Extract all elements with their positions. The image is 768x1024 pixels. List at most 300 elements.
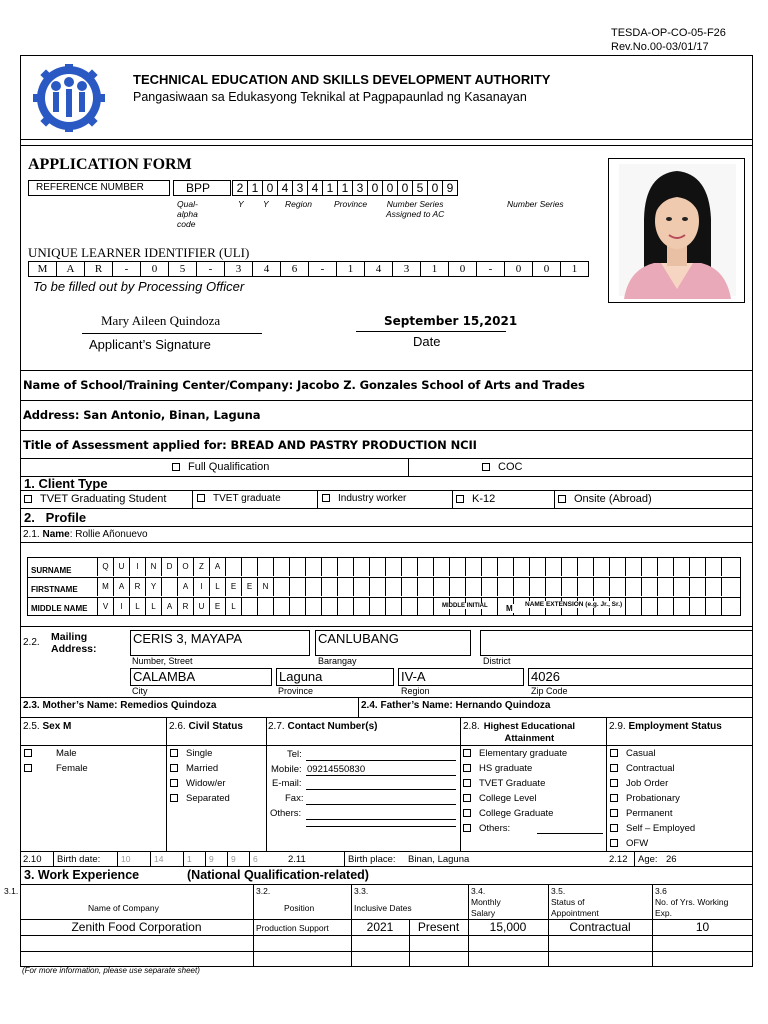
middlename-cell: L xyxy=(145,598,161,616)
education-option[interactable] xyxy=(463,823,567,838)
agency-name: TECHNICAL EDUCATION AND SKILLS DEVELOPMENT AUTHORITY xyxy=(133,72,551,87)
sex-option-label: Female xyxy=(56,763,88,774)
employment-option-label: Contractual xyxy=(626,763,675,774)
firstname-cell xyxy=(305,578,321,596)
firstname-cell xyxy=(673,578,689,596)
checkbox-icon[interactable] xyxy=(463,824,471,832)
education-option[interactable] xyxy=(463,793,567,808)
uli-character-cell: M xyxy=(28,261,57,277)
surname-cell xyxy=(481,558,497,576)
surname-cell xyxy=(673,558,689,576)
zip-field[interactable]: 4026 xyxy=(528,668,753,686)
employment-option-label: OFW xyxy=(626,838,649,849)
work-col-num-2: 3.2. xyxy=(256,886,271,896)
uli-character-cell: 1 xyxy=(420,261,449,277)
middlename-cell xyxy=(353,598,369,616)
reference-digit-cell: 9 xyxy=(442,180,458,196)
firstname-cell xyxy=(593,578,609,596)
barangay-field[interactable]: CANLUBANG xyxy=(315,630,471,656)
middlename-cell: L xyxy=(129,598,145,616)
checkbox-icon[interactable] xyxy=(24,764,32,772)
reference-digit-cell: 0 xyxy=(382,180,398,196)
profile-name-line: 2.1. Name: Rollie Añonuevo xyxy=(23,529,148,540)
firstname-cell: E xyxy=(225,578,241,596)
education-option[interactable] xyxy=(463,808,567,823)
reference-digit-cell: 5 xyxy=(412,180,428,196)
firstname-cell xyxy=(385,578,401,596)
middlename-cell xyxy=(641,598,657,616)
uli-character-cell: R xyxy=(84,261,113,277)
firstname-cell: E xyxy=(241,578,257,596)
employment-option-label: Permanent xyxy=(626,808,673,819)
reference-digit-cell: 1 xyxy=(337,180,353,196)
employment-option[interactable] xyxy=(610,778,695,793)
work-col-num-6: 3.6 xyxy=(655,886,667,896)
checkbox-icon[interactable] xyxy=(610,839,618,847)
surname-label: SURNAME xyxy=(31,566,72,575)
mother-name: 2.3. Mother’s Name: Remedios Quindoza xyxy=(23,700,217,711)
surname-cells xyxy=(97,558,737,576)
surname-cell: Q xyxy=(97,558,113,576)
surname-cell xyxy=(369,558,385,576)
uli-character-cell: 4 xyxy=(364,261,393,277)
father-name: 2.4. Father’s Name: Hernando Quindoza xyxy=(361,700,551,711)
firstname-cell: N xyxy=(257,578,273,596)
age-num: 2.12 xyxy=(609,854,628,865)
middlename-cell: E xyxy=(209,598,225,616)
employment-option[interactable] xyxy=(610,808,695,823)
surname-cell xyxy=(289,558,305,576)
middlename-cell xyxy=(241,598,257,616)
civil-option[interactable] xyxy=(170,763,230,778)
surname-cell xyxy=(241,558,257,576)
reference-digit-cell: 0 xyxy=(427,180,443,196)
firstname-cell xyxy=(321,578,337,596)
firstname-cell xyxy=(433,578,449,596)
checkbox-icon[interactable] xyxy=(322,494,330,502)
middlename-cell xyxy=(657,598,673,616)
middlename-cell xyxy=(625,598,641,616)
doc-code: TESDA-OP-CO-05-F26 xyxy=(611,27,726,39)
education-option-label: HS graduate xyxy=(479,763,533,774)
birth-place-label: Birth place: xyxy=(348,854,396,865)
firstname-cell xyxy=(641,578,657,596)
work-row-years: 10 xyxy=(695,920,710,934)
uli-character-cell: - xyxy=(476,261,505,277)
employment-title: 2.9. Employment Status xyxy=(609,721,722,732)
firstname-cell xyxy=(337,578,353,596)
surname-cell xyxy=(353,558,369,576)
birth-date-cell: 9 xyxy=(227,851,249,866)
education-option-label: Elementary graduate xyxy=(479,748,568,759)
work-header-position: Position xyxy=(284,903,315,913)
civil-option-label: Single xyxy=(186,748,213,759)
firstname-cell xyxy=(449,578,465,596)
checkbox-icon[interactable] xyxy=(463,809,471,817)
work-experience-title: 3. Work Experience xyxy=(24,868,140,882)
firstname-cell xyxy=(721,578,737,596)
surname-cell xyxy=(529,558,545,576)
region-label: Region xyxy=(401,686,430,696)
age-value: 26 xyxy=(666,854,677,865)
firstname-cell xyxy=(625,578,641,596)
middlename-cell: L xyxy=(225,598,241,616)
checkbox-icon[interactable] xyxy=(24,495,32,503)
client-option-k12[interactable]: K-12 xyxy=(456,493,495,505)
applicant-signature-name: Mary Aileen Quindoza xyxy=(101,313,221,328)
employment-option[interactable] xyxy=(610,823,695,838)
uli-character-cell: 6 xyxy=(280,261,309,277)
work-col-num-5: 3.5. xyxy=(551,886,566,896)
birth-place-value: Binan, Laguna xyxy=(408,854,470,865)
civil-status-options xyxy=(170,748,230,808)
uli-character-cell: - xyxy=(112,261,141,277)
work-experience-subtitle: (National Qualification-related) xyxy=(187,868,369,882)
applicant-photo xyxy=(608,158,745,303)
uli-note: To be filled out by Processing Officer xyxy=(33,279,245,294)
firstname-cell: A xyxy=(177,578,193,596)
employment-option[interactable] xyxy=(610,748,695,763)
surname-cell xyxy=(433,558,449,576)
client-option-tvet-graduating[interactable]: TVET Graduating Student xyxy=(24,493,166,505)
barangay-label: Barangay xyxy=(318,656,357,666)
client-option-onsite-abroad[interactable]: Onsite (Abroad) xyxy=(558,493,652,505)
firstname-cell: M xyxy=(97,578,113,596)
work-row-date-to: Present xyxy=(417,920,460,934)
surname-cell: N xyxy=(145,558,161,576)
uli-character-cell: 4 xyxy=(252,261,281,277)
mobile-label: Mobile: xyxy=(271,764,302,775)
surname-cell: O xyxy=(177,558,193,576)
province-field[interactable]: Laguna xyxy=(276,668,394,686)
firstname-cell xyxy=(561,578,577,596)
reference-digit-cell: 1 xyxy=(322,180,338,196)
city-label: City xyxy=(132,686,148,696)
sex-options xyxy=(24,748,88,778)
work-header-dates: Inclusive Dates xyxy=(354,903,412,913)
checkbox-icon[interactable] xyxy=(558,495,566,503)
reference-digit-cell: 1 xyxy=(247,180,263,196)
work-header-salary: Monthly Salary xyxy=(471,897,501,918)
work-header-company: Name of Company xyxy=(88,903,159,913)
street-field[interactable]: CERIS 3, MAYAPA xyxy=(130,630,310,656)
checkbox-icon[interactable] xyxy=(24,749,32,757)
civil-option-label: Widow/er xyxy=(186,778,226,789)
work-header-status: Status of Appointment xyxy=(551,897,599,918)
firstname-cell xyxy=(513,578,529,596)
uli-characters xyxy=(29,261,589,277)
option-coc[interactable]: COC xyxy=(482,461,522,473)
region-field[interactable]: IV-A xyxy=(398,668,524,686)
middlename-cell xyxy=(673,598,689,616)
sex-option-label: Male xyxy=(56,748,77,759)
education-option-label: College Graduate xyxy=(479,808,554,819)
work-row-salary: 15,000 xyxy=(489,920,527,934)
employment-option-label: Self – Employed xyxy=(626,823,696,834)
birth-date-cell: 9 xyxy=(205,851,227,866)
firstname-cell: I xyxy=(193,578,209,596)
work-row-position: Production Support xyxy=(256,923,329,933)
surname-cell xyxy=(497,558,513,576)
client-option-tvet-graduate[interactable]: TVET graduate xyxy=(197,493,281,504)
checkbox-icon[interactable] xyxy=(610,809,618,817)
date-value: September 15,2021 xyxy=(384,314,518,328)
middlename-cell xyxy=(401,598,417,616)
birth-date-cell: 10 xyxy=(117,851,150,866)
reference-label-box xyxy=(28,180,170,196)
surname-cell: I xyxy=(129,558,145,576)
middlename-cells xyxy=(97,598,737,616)
middlename-cell xyxy=(417,598,433,616)
zip-label: Zip Code xyxy=(531,686,568,696)
middlename-cell xyxy=(385,598,401,616)
mailing-num: 2.2. xyxy=(23,637,40,648)
firstname-cell xyxy=(465,578,481,596)
uli-character-cell: 3 xyxy=(392,261,421,277)
ref-sub-series2: Number Series xyxy=(507,199,564,209)
fax-label: Fax: xyxy=(285,793,304,804)
checkbox-icon[interactable] xyxy=(610,749,618,757)
checkbox-icon[interactable] xyxy=(610,824,618,832)
surname-cell xyxy=(321,558,337,576)
uli-character-cell: 0 xyxy=(140,261,169,277)
surname-cell: A xyxy=(209,558,225,576)
employment-option-label: Casual xyxy=(626,748,656,759)
employment-option[interactable] xyxy=(610,793,695,808)
birth-date-cell: 1 xyxy=(183,851,205,866)
middlename-cell xyxy=(305,598,321,616)
education-options xyxy=(463,748,567,838)
education-title: 2.8. Highest Educational Attainment xyxy=(463,721,576,744)
middlename-cell xyxy=(689,598,705,616)
district-label: District xyxy=(483,656,511,666)
uli-character-cell: 0 xyxy=(532,261,561,277)
uli-character-cell: 1 xyxy=(336,261,365,277)
middlename-cell: I xyxy=(113,598,129,616)
checkbox-icon[interactable] xyxy=(170,764,178,772)
surname-cell xyxy=(577,558,593,576)
middlename-cell xyxy=(705,598,721,616)
firstname-cell xyxy=(417,578,433,596)
firstname-cell xyxy=(609,578,625,596)
checkbox-icon[interactable] xyxy=(463,779,471,787)
work-col-num-4: 3.4. xyxy=(471,886,486,896)
middlename-cell xyxy=(721,598,737,616)
firstname-cell xyxy=(481,578,497,596)
firstname-cell xyxy=(161,578,177,596)
checkbox-icon[interactable] xyxy=(172,463,180,471)
surname-cell xyxy=(401,558,417,576)
surname-cell xyxy=(625,558,641,576)
reference-label: REFERENCE NUMBER xyxy=(36,182,144,193)
reference-digit-cell: 3 xyxy=(352,180,368,196)
firstname-cell xyxy=(577,578,593,596)
uli-character-cell: - xyxy=(308,261,337,277)
birth-date-cell: 14 xyxy=(150,851,183,866)
surname-cell xyxy=(561,558,577,576)
ref-sub-y2: Y xyxy=(263,199,269,209)
surname-cell xyxy=(449,558,465,576)
middlename-cell: A xyxy=(161,598,177,616)
ref-sub-series: Number Series Assigned to AC xyxy=(386,199,445,219)
others-label: Others: xyxy=(270,808,302,819)
education-option-label: TVET Graduate xyxy=(479,778,546,789)
middle-initial-value: M xyxy=(506,604,513,613)
birth-date-label: Birth date: xyxy=(57,854,101,865)
sex-option[interactable] xyxy=(24,748,88,763)
checkbox-icon[interactable] xyxy=(170,779,178,787)
reference-digit-cell: 4 xyxy=(307,180,323,196)
applicant-signature-label: Applicant’s Signature xyxy=(89,337,211,352)
birth-date-cell: 6 xyxy=(249,851,271,866)
middlename-cell xyxy=(321,598,337,616)
ref-sub-region: Region xyxy=(285,199,312,209)
surname-cell xyxy=(465,558,481,576)
middlename-cell: U xyxy=(193,598,209,616)
civil-option[interactable] xyxy=(170,793,230,808)
surname-cell xyxy=(689,558,705,576)
birth-date-cells xyxy=(117,851,271,866)
surname-cell xyxy=(545,558,561,576)
firstname-cells xyxy=(97,578,737,596)
name-extension-label: NAME EXTENSION (e.g. Jr., Sr.) xyxy=(525,601,623,608)
middlename-cell: R xyxy=(177,598,193,616)
education-option[interactable] xyxy=(463,763,567,778)
checkbox-icon[interactable] xyxy=(170,749,178,757)
city-field[interactable]: CALAMBA xyxy=(130,668,272,686)
firstname-cell xyxy=(289,578,305,596)
surname-cell xyxy=(225,558,241,576)
checkbox-icon[interactable] xyxy=(170,794,178,802)
civil-option-label: Married xyxy=(186,763,219,774)
firstname-cell: R xyxy=(129,578,145,596)
client-option-industry-worker[interactable]: Industry worker xyxy=(322,493,406,504)
school-address: Address: San Antonio, Binan, Laguna xyxy=(23,408,261,422)
surname-cell xyxy=(593,558,609,576)
reference-digit-cell: 0 xyxy=(367,180,383,196)
checkbox-icon[interactable] xyxy=(482,463,490,471)
firstname-cell xyxy=(353,578,369,596)
uli-character-cell: 0 xyxy=(448,261,477,277)
profile-title: 2. Profile xyxy=(24,510,87,525)
firstname-cell xyxy=(705,578,721,596)
surname-cell xyxy=(273,558,289,576)
education-option-label: College Level xyxy=(479,793,537,804)
uli-character-cell: A xyxy=(56,261,85,277)
civil-status-title: 2.6. Civil Status xyxy=(169,721,243,732)
education-option[interactable] xyxy=(463,748,567,763)
assessment-title: Title of Assessment applied for: BREAD AND PASTRY PRODUCTION NCII xyxy=(23,438,477,452)
firstname-cell: Y xyxy=(145,578,161,596)
surname-cell xyxy=(513,558,529,576)
work-row-status: Contractual xyxy=(569,920,631,934)
checkbox-icon[interactable] xyxy=(610,764,618,772)
middlename-cell: V xyxy=(97,598,113,616)
checkbox-icon[interactable] xyxy=(463,794,471,802)
surname-cell xyxy=(257,558,273,576)
employment-option-label: Job Order xyxy=(626,778,669,789)
mobile-value[interactable]: 09214550830 xyxy=(307,764,366,775)
checkbox-icon[interactable] xyxy=(610,779,618,787)
surname-cell xyxy=(705,558,721,576)
province-label: Province xyxy=(278,686,314,696)
work-header-years: No. of Yrs. Working Exp. xyxy=(655,897,729,918)
street-label: Number, Street xyxy=(132,656,193,666)
civil-option-label: Separated xyxy=(186,793,230,804)
reference-digit-cell: 4 xyxy=(277,180,293,196)
surname-cell xyxy=(417,558,433,576)
client-type-title: 1. Client Type xyxy=(24,476,108,491)
checkbox-icon[interactable] xyxy=(456,495,464,503)
work-col-num-1: 3.1. xyxy=(4,886,19,896)
surname-cell xyxy=(721,558,737,576)
sex-option[interactable] xyxy=(24,763,88,778)
surname-cell xyxy=(337,558,353,576)
email-label: E-mail: xyxy=(272,778,302,789)
surname-cell xyxy=(641,558,657,576)
firstname-cell xyxy=(689,578,705,596)
reference-digit-cell: 3 xyxy=(292,180,308,196)
middlename-cell xyxy=(369,598,385,616)
work-col-num-3: 3.3. xyxy=(354,886,369,896)
reference-digit-cell: 0 xyxy=(262,180,278,196)
surname-cell: U xyxy=(113,558,129,576)
employment-option[interactable] xyxy=(610,763,695,778)
checkbox-icon[interactable] xyxy=(197,494,205,502)
sex-title: 2.5. Sex M xyxy=(23,721,72,732)
employment-options xyxy=(610,748,695,853)
employment-option-label: Probationary xyxy=(626,793,680,804)
surname-cell xyxy=(657,558,673,576)
firstname-cell: A xyxy=(113,578,129,596)
civil-option[interactable] xyxy=(170,748,230,763)
rev-number: Rev.No.00-03/01/17 xyxy=(611,41,709,53)
checkbox-icon[interactable] xyxy=(463,764,471,772)
education-option[interactable] xyxy=(463,778,567,793)
firstname-cell xyxy=(401,578,417,596)
firstname-cell xyxy=(497,578,513,596)
surname-cell: D xyxy=(161,558,177,576)
district-field[interactable] xyxy=(480,630,753,656)
agency-name-filipino: Pangasiwaan sa Edukasyong Teknikal at Pagpapaunlad ng Kasanayan xyxy=(133,90,527,104)
form-title: APPLICATION FORM xyxy=(28,156,192,173)
firstname-cell xyxy=(273,578,289,596)
date-label: Date xyxy=(413,334,441,349)
uli-label: UNIQUE LEARNER IDENTIFIER (ULI) xyxy=(28,245,250,260)
firstname-cell xyxy=(657,578,673,596)
reference-digits xyxy=(233,180,458,196)
option-full-qualification[interactable]: Full Qualification xyxy=(172,461,269,473)
firstname-cell xyxy=(545,578,561,596)
reference-digit-cell: 0 xyxy=(397,180,413,196)
middlename-cell xyxy=(337,598,353,616)
civil-option[interactable] xyxy=(170,778,230,793)
uli-character-cell: 1 xyxy=(560,261,589,277)
middle-initial-label: MIDDLE INITIAL xyxy=(442,603,488,609)
checkbox-icon[interactable] xyxy=(463,749,471,757)
tesda-logo-icon xyxy=(28,62,110,134)
reference-prefix: BPP xyxy=(186,181,211,195)
ref-sub-y1: Y xyxy=(238,199,244,209)
work-footnote: (For more information, please use separate sheet) xyxy=(22,966,200,975)
checkbox-icon[interactable] xyxy=(610,794,618,802)
tel-label: Tel: xyxy=(287,749,302,760)
uli-character-cell: 3 xyxy=(224,261,253,277)
birth-date-num: 2.10 xyxy=(23,854,42,865)
surname-cell xyxy=(305,558,321,576)
firstname-cell xyxy=(369,578,385,596)
uli-character-cell: 0 xyxy=(504,261,533,277)
